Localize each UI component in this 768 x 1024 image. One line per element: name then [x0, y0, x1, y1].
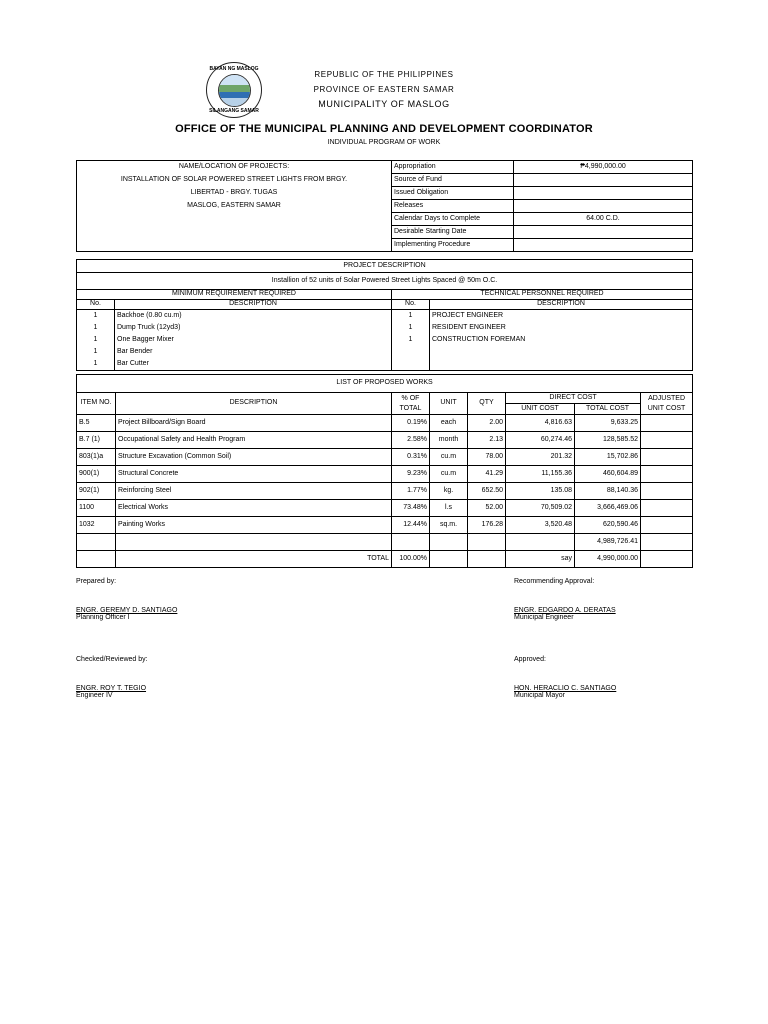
prepared-by-label: Prepared by: — [76, 578, 117, 585]
table-row — [77, 415, 693, 432]
prepared-by-title: Planning Officer I — [76, 614, 130, 621]
equipment-no: 1 — [77, 334, 115, 346]
field-label: Issued Obligation — [392, 187, 514, 200]
col-description: DESCRIPTION — [116, 393, 392, 415]
recommending-signatory — [514, 607, 616, 621]
field-label: Calendar Days to Complete — [392, 213, 514, 226]
field-value — [514, 226, 693, 239]
item-no: 1032 — [77, 517, 116, 534]
personnel-desc — [430, 358, 693, 371]
table-row — [77, 466, 693, 483]
col-item-no: ITEM NO. — [77, 393, 116, 415]
field-value: ₱4,990,000.00 — [514, 161, 693, 174]
equipment-desc: Bar Cutter — [115, 358, 392, 371]
approved-signatory — [514, 685, 616, 699]
item-qty: 652.50 — [468, 483, 506, 500]
item-unit-cost: 4,816.63 — [506, 415, 575, 432]
item-no: B.7 (1) — [77, 432, 116, 449]
item-pct: 9.23% — [392, 466, 430, 483]
field-value — [514, 200, 693, 213]
item-desc: Structure Excavation (Common Soil) — [116, 449, 392, 466]
seal-text-bottom: SILANGANG SAMAR — [209, 108, 259, 114]
col-adjusted-line1: ADJUSTED — [648, 395, 686, 403]
item-desc: Structural Concrete — [116, 466, 392, 483]
col-adjusted-line2: UNIT COST — [647, 404, 686, 412]
item-total: 3,666,469.06 — [575, 500, 641, 517]
item-total: 88,140.36 — [575, 483, 641, 500]
item-unit: month — [430, 432, 468, 449]
col-unit: UNIT — [430, 393, 468, 415]
seal-text-top: BAYAN NG MASLOG — [209, 66, 259, 72]
item-pct: 2.58% — [392, 432, 430, 449]
item-qty: 78.00 — [468, 449, 506, 466]
total-row — [77, 551, 693, 568]
field-label: Implementing Procedure — [392, 239, 514, 252]
project-description-heading: PROJECT DESCRIPTION — [77, 260, 693, 273]
personnel-no — [392, 358, 430, 371]
office-title: OFFICE OF THE MUNICIPAL PLANNING AND DEVELOPMENT COORDINATOR — [175, 123, 593, 135]
col-percent-line1: % OF — [401, 395, 420, 403]
item-no: 902(1) — [77, 483, 116, 500]
field-label: Releases — [392, 200, 514, 213]
item-total: 128,585.52 — [575, 432, 641, 449]
approved-name: HON. HERACLIO C. SANTIAGO — [514, 685, 617, 692]
personnel-no: 1 — [392, 334, 430, 346]
checked-by-signatory — [76, 685, 146, 699]
item-unit-cost: 3,520.48 — [506, 517, 575, 534]
item-unit-cost: 11,155.36 — [506, 466, 575, 483]
item-unit: sq.m. — [430, 517, 468, 534]
col-direct-cost: DIRECT COST — [506, 393, 641, 404]
col-unit-cost: UNIT COST — [506, 404, 575, 415]
item-pct: 73.48% — [392, 500, 430, 517]
total-amount: 4,990,000.00 — [575, 551, 641, 568]
table-row — [77, 483, 693, 500]
item-qty: 52.00 — [468, 500, 506, 517]
field-value — [514, 174, 693, 187]
item-desc: Electrical Works — [116, 500, 392, 517]
item-unit: l.s — [430, 500, 468, 517]
recommending-title: Municipal Engineer — [514, 614, 574, 621]
equipment-desc: Dump Truck (12yd3) — [115, 322, 392, 334]
recommending-approval-label: Recommending Approval: — [514, 578, 595, 585]
field-value — [514, 187, 693, 200]
table-row — [77, 517, 693, 534]
prepared-by-name: ENGR. GEREMY D. SANTIAGO — [76, 607, 178, 614]
project-name-line2: LIBERTAD - BRGY. TUGAS — [77, 187, 392, 200]
header-republic: REPUBLIC OF THE PHILIPPINES — [314, 70, 454, 79]
equipment-no: 1 — [77, 310, 115, 323]
col-total-cost: TOTAL COST — [575, 404, 641, 415]
item-unit-cost: 60,274.46 — [506, 432, 575, 449]
item-pct: 12.44% — [392, 517, 430, 534]
checked-by-title: Engineer IV — [76, 692, 113, 699]
total-label: TOTAL — [116, 551, 392, 568]
project-name-line1: INSTALLATION OF SOLAR POWERED STREET LIGHTS FROM BRGY. — [77, 174, 392, 187]
personnel-no-header: No. — [392, 300, 430, 310]
item-desc: Project Billboard/Sign Board — [116, 415, 392, 432]
item-desc: Reinforcing Steel — [116, 483, 392, 500]
proposed-works-table — [76, 374, 693, 568]
equipment-desc-header: DESCRIPTION — [115, 300, 392, 310]
checked-by-label: Checked/Reviewed by: — [76, 656, 148, 663]
item-unit: cu.m — [430, 449, 468, 466]
item-unit: kg. — [430, 483, 468, 500]
project-info-table — [76, 160, 693, 252]
item-no: 803(1)a — [77, 449, 116, 466]
approved-label: Approved: — [514, 656, 546, 663]
prepared-by-signatory — [76, 607, 177, 621]
item-desc: Occupational Safety and Health Program — [116, 432, 392, 449]
equipment-desc: Backhoe (0.80 cu.m) — [115, 310, 392, 323]
field-label: Desirable Starting Date — [392, 226, 514, 239]
subtotal-row — [77, 534, 693, 551]
description-table — [76, 259, 693, 371]
recommending-name: ENGR. EDGARDO A. DERATAS — [514, 607, 616, 614]
item-unit: each — [430, 415, 468, 432]
project-name-label: NAME/LOCATION OF PROJECTS: — [77, 161, 392, 174]
header-municipality: MUNICIPALITY OF MASLOG — [318, 99, 450, 109]
table-row — [77, 500, 693, 517]
subtotal-value: 4,989,726.41 — [575, 534, 641, 551]
field-label: Appropriation — [392, 161, 514, 174]
item-unit: cu.m — [430, 466, 468, 483]
item-unit-cost: 135.08 — [506, 483, 575, 500]
equipment-no: 1 — [77, 322, 115, 334]
say-label: say — [506, 551, 575, 568]
item-qty: 41.29 — [468, 466, 506, 483]
equipment-desc: One Bagger Mixer — [115, 334, 392, 346]
personnel-desc: CONSTRUCTION FOREMAN — [430, 334, 693, 346]
personnel-no — [392, 346, 430, 358]
personnel-desc-header: DESCRIPTION — [430, 300, 693, 310]
header-province: PROVINCE OF EASTERN SAMAR — [313, 85, 455, 94]
checked-by-name: ENGR. ROY T. TEGIO — [76, 685, 147, 692]
equipment-desc: Bar Bender — [115, 346, 392, 358]
field-value — [514, 239, 693, 252]
personnel-desc — [430, 346, 693, 358]
item-total: 9,633.25 — [575, 415, 641, 432]
works-heading: LIST OF PROPOSED WORKS — [77, 375, 693, 393]
item-no: B.5 — [77, 415, 116, 432]
personnel-no: 1 — [392, 322, 430, 334]
item-pct: 0.19% — [392, 415, 430, 432]
item-pct: 0.31% — [392, 449, 430, 466]
equipment-heading: MINIMUM REQUIREMENT REQUIRED — [77, 290, 392, 300]
item-no: 1100 — [77, 500, 116, 517]
project-description-text: Installion of 52 units of Solar Powered Street Lights Spaced @ 50m O.C. — [77, 273, 693, 290]
item-total: 620,590.46 — [575, 517, 641, 534]
personnel-heading: TECHNICAL PERSONNEL REQUIRED — [392, 290, 693, 300]
field-label: Source of Fund — [392, 174, 514, 187]
item-desc: Painting Works — [116, 517, 392, 534]
field-value: 64.00 C.D. — [514, 213, 693, 226]
equipment-no: 1 — [77, 346, 115, 358]
item-qty: 2.00 — [468, 415, 506, 432]
item-qty: 176.28 — [468, 517, 506, 534]
col-adjusted-unit-cost — [641, 393, 693, 415]
personnel-desc: PROJECT ENGINEER — [430, 310, 693, 323]
equipment-no-header: No. — [77, 300, 115, 310]
personnel-desc: RESIDENT ENGINEER — [430, 322, 693, 334]
project-location: MASLOG, EASTERN SAMAR — [77, 200, 392, 213]
item-total: 15,702.86 — [575, 449, 641, 466]
item-qty: 2.13 — [468, 432, 506, 449]
total-percent: 100.00% — [392, 551, 430, 568]
item-unit-cost: 201.32 — [506, 449, 575, 466]
table-row — [77, 449, 693, 466]
table-row — [77, 432, 693, 449]
col-percent — [392, 393, 430, 415]
item-no: 900(1) — [77, 466, 116, 483]
col-qty: QTY — [468, 393, 506, 415]
equipment-no: 1 — [77, 358, 115, 371]
item-unit-cost: 70,509.02 — [506, 500, 575, 517]
personnel-no: 1 — [392, 310, 430, 323]
col-percent-line2: TOTAL — [399, 404, 422, 412]
item-total: 460,604.89 — [575, 466, 641, 483]
approved-title: Municipal Mayor — [514, 692, 565, 699]
document-subtitle: INDIVIDUAL PROGRAM OF WORK — [327, 139, 441, 146]
item-pct: 1.77% — [392, 483, 430, 500]
